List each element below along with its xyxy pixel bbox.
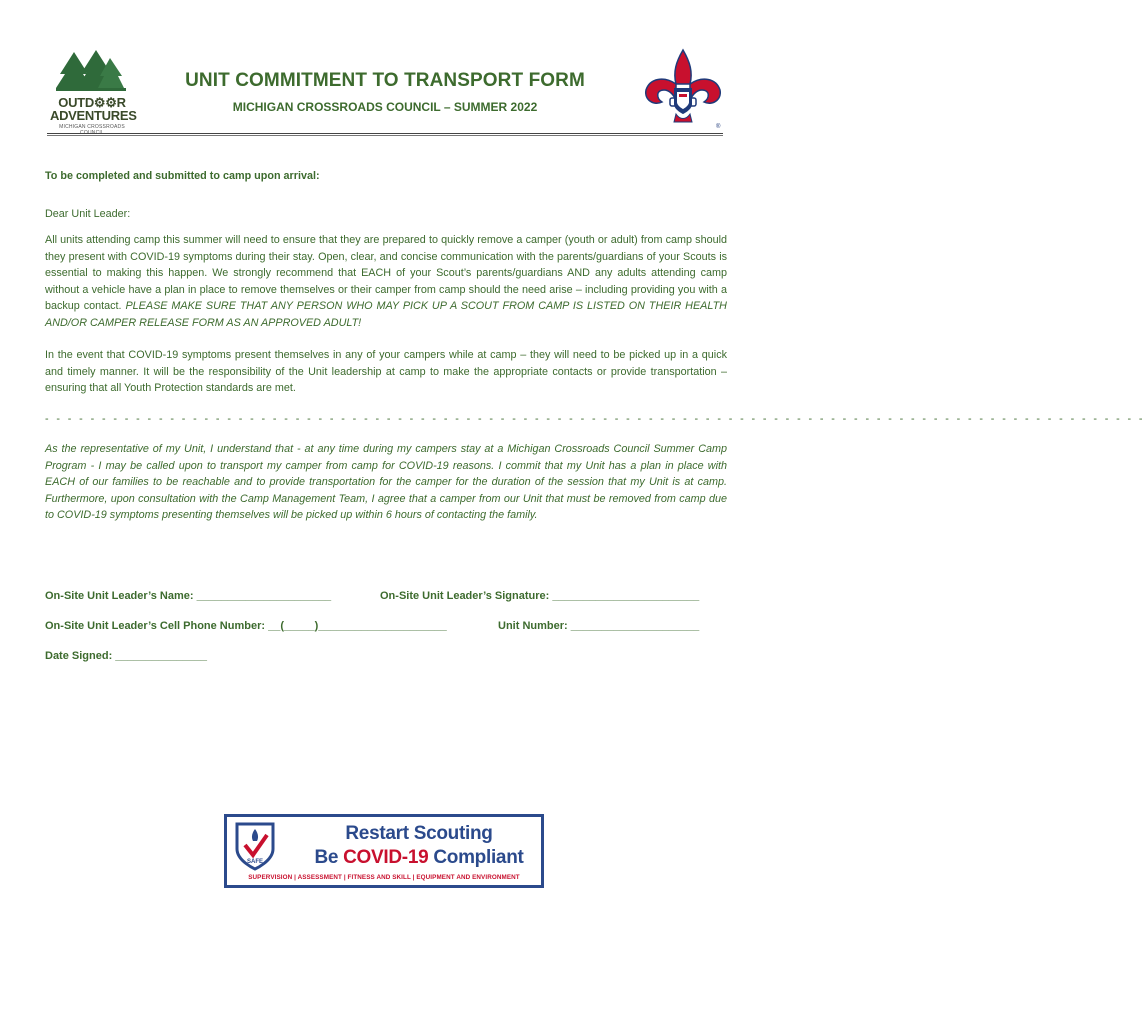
badge-covid-text: COVID-19 — [343, 847, 429, 868]
badge-headline: Restart Scouting — [345, 823, 493, 844]
badge-footer-text: SUPERVISION | ASSESSMENT | FITNESS AND SKILL | EQUIPMENT AND ENVIRONMENT — [248, 874, 520, 881]
salutation-text: Dear Unit Leader: — [45, 208, 131, 220]
logo-subtext: MICHIGAN CROSSROADS COUNCIL — [59, 124, 125, 136]
date-signed-field[interactable]: Date Signed: _______________ — [45, 650, 208, 662]
badge-subheadline — [299, 847, 539, 869]
svg-text:®: ® — [716, 124, 721, 130]
cell-phone-field[interactable]: On-Site Unit Leader’s Cell Phone Number: __(_____)_____________________ — [45, 620, 447, 632]
paragraph-intro-text: All units attending camp this summer will need to ensure that they are prepared to quickly remove a camper (youth or adult) from camp should they present with COVID-19 symptoms during their stay. Open, clear, and concise communication with the parents/guardians of your Scouts is essential to making this happen. We strongly recommend that EACH of your Scout’s parents/guardians AND any adults attending camp without a vehicle have a plan in place to remove themselves or their camper from camp should the need arise – including providing you with a backup contact. — [45, 234, 727, 312]
header-rule-secondary — [47, 135, 723, 136]
pine-trees-icon — [48, 48, 134, 98]
safe-shield-icon — [233, 821, 277, 871]
commitment-statement: As the representative of my Unit, I understand that - at any time during my campers stay at a Michigan Crossroads Council Summer Camp Program - I may be called upon to transport my camper from camp for COVID-19 reasons. I commit that my Unit has a plan in place with EACH of our families to be reachable and to provide transportation for the camper for the duration of the session that my Unit is at camp. Furthermore, upon consultation with the Camp Management Team, I agree that a camper from our Unit that must be removed from camp due to COVID-19 symptoms presenting themselves will be picked up within 6 hours of contacting the family. — [45, 443, 727, 521]
restart-scouting-badge — [224, 814, 544, 888]
outdoor-adventures-logo — [48, 48, 137, 136]
form-subtitle: MICHIGAN CROSSROADS COUNCIL – SUMMER 2022 — [232, 100, 538, 114]
leader-name-field[interactable]: On-Site Unit Leader’s Name: ______________________ — [45, 590, 332, 602]
paragraph-symptoms: In the event that COVID-19 symptoms present themselves in any of your campers while at camp – they will need to be picked up in a quick and timely manner. It will be the responsibility of the Unit leadership at camp to make the appropriate contacts or provide transportation – ensuring that all Youth Protection standards are met. — [45, 349, 727, 394]
instruction-text: To be completed and submitted to camp upon arrival: — [45, 170, 320, 182]
dashed-divider: - - - - - - - - - - - - - - - - - - - - - - - - - - - - - - - - - - - - - - - - - - - - - - - - - - - - - - - - - - - - - - - - - - - - - - - - - - - - - - - - - - - - - - - - - - - - - - - - - — [45, 413, 1145, 425]
unit-number-field[interactable]: Unit Number: _____________________ — [498, 620, 700, 632]
logo-wordmark — [50, 95, 137, 123]
paragraph-intro-emphasis: PLEASE MAKE SURE THAT ANY PERSON WHO MAY PICK UP A SCOUT FROM CAMP IS LISTED ON THEIR HEALTH AND/OR CAMPER RELEASE FORM AS AN APPROVED ADULT! — [45, 300, 727, 329]
form-title: UNIT COMMITMENT TO TRANSPORT FORM — [185, 70, 585, 91]
logo-line1: OUTD⚙⚙R — [58, 95, 126, 110]
header-rule — [47, 133, 723, 134]
shield-label: SAFE — [246, 859, 264, 865]
leader-signature-field[interactable]: On-Site Unit Leader’s Signature: ________________________ — [380, 590, 700, 602]
badge-be-text: Be — [314, 847, 344, 868]
fleur-de-lis-logo — [640, 48, 726, 132]
fleur-de-lis-icon — [640, 48, 726, 132]
logo-line2: ADVENTURES — [50, 108, 137, 123]
paragraph-intro — [45, 232, 727, 331]
badge-compliant-text: Compliant — [428, 847, 524, 868]
